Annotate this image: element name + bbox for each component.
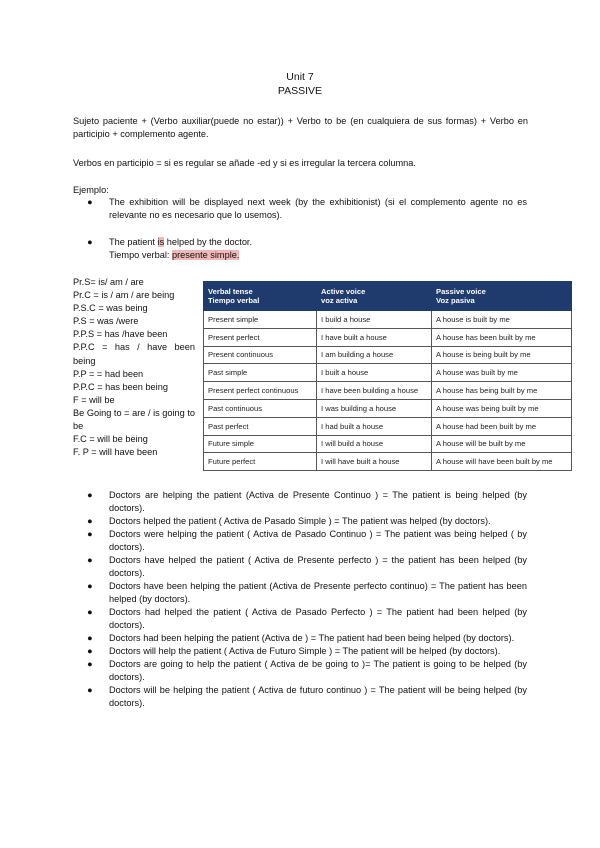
cell-active: I have built a house bbox=[317, 328, 432, 346]
cell-passive: A house is being built by me bbox=[432, 346, 572, 364]
tense-item: P.P.C = has / have been being bbox=[73, 342, 195, 366]
list-item: ● Doctors had been helping the patient (Activa de ) = The patient had been being helped (by doctors). bbox=[87, 633, 515, 643]
cell-tense: Future perfect bbox=[204, 453, 317, 471]
tense-item: F = will be bbox=[73, 394, 115, 405]
header-active-voice: Active voice voz activa bbox=[317, 282, 432, 311]
cell-tense: Present perfect continuous bbox=[204, 382, 317, 400]
page-title: PASSIVE bbox=[277, 85, 323, 97]
cell-active: I built a house bbox=[317, 364, 432, 382]
participle-rule: Verbos en participio = si es regular se añade -ed y si es irregular la tercera columna. bbox=[73, 158, 416, 168]
table-row bbox=[204, 346, 572, 364]
example-bullet-1 bbox=[87, 196, 527, 222]
bullet-icon: ● bbox=[87, 490, 93, 500]
unit-title: Unit 7 bbox=[286, 71, 314, 83]
example-list bbox=[87, 489, 527, 710]
tense-item: Be Going to = are / is going to be bbox=[73, 407, 195, 432]
bullet-icon: ● bbox=[87, 237, 93, 247]
list-item: ● Doctors have been helping the patient (Activa de Presente perfecto continuo) = The patient has been helped (by doctors). bbox=[87, 581, 527, 604]
bullet-icon: ● bbox=[87, 607, 93, 617]
cell-active: I will build a house bbox=[317, 435, 432, 453]
list-item: ● Doctors are going to help the patient ( Activa de be going to )= The patient is going to be helped (by doctors). bbox=[87, 659, 527, 682]
tense-item: P.S.C = was being bbox=[73, 303, 148, 314]
cell-tense: Present continuous bbox=[204, 346, 317, 364]
example-text: The patient is helped by the doctor. Tiempo verbal: presente simple. bbox=[109, 237, 253, 260]
cell-active: I had built a house bbox=[317, 417, 432, 435]
highlighted-tense: presente simple. bbox=[171, 250, 240, 260]
tense-item: Pr.C = is / am / are being bbox=[73, 290, 175, 301]
tense-item: P.P.C = has been being bbox=[73, 381, 168, 392]
table-row bbox=[204, 435, 572, 453]
cell-tense: Present perfect bbox=[204, 328, 317, 346]
cell-passive: A house has being built by me bbox=[432, 382, 572, 400]
tense-item: P.P.S = has /have been bbox=[73, 329, 168, 340]
bullet-icon: ● bbox=[87, 516, 93, 526]
example-text: The exhibition will be displayed next week (by the exhibitionist) (si el complemento agente no es relevante no es necesario que lo usemos). bbox=[109, 197, 527, 220]
bullet-icon: ● bbox=[87, 581, 93, 591]
bullet-icon: ● bbox=[87, 659, 93, 669]
table-row bbox=[204, 364, 572, 382]
cell-passive: A house was built by me bbox=[432, 364, 572, 382]
cell-passive: A house has been built by me bbox=[432, 328, 572, 346]
cell-active: I build a house bbox=[317, 311, 432, 329]
list-item: ● Doctors have helped the patient ( Activa de Presente perfecto ) = the patient has been helped (by doctors). bbox=[87, 555, 527, 578]
cell-active: I will have built a house bbox=[317, 453, 432, 471]
cell-active: I am building a house bbox=[317, 346, 432, 364]
example-label: Ejemplo: bbox=[73, 185, 109, 195]
example-bullet-2 bbox=[87, 236, 527, 262]
tense-item: P.P = = had been bbox=[73, 368, 144, 379]
bullet-icon: ● bbox=[87, 646, 93, 656]
cell-active: I have been building a house bbox=[317, 382, 432, 400]
header-passive-voice: Passive voice Voz pasiva bbox=[432, 282, 572, 311]
tense-item: F. P = will have been bbox=[73, 447, 158, 458]
bullet-icon: ● bbox=[87, 555, 93, 565]
list-item: ● Doctors were helping the patient ( Activa de Pasado Continuo ) = The patient was being helped ( by doctors). bbox=[87, 529, 527, 552]
bullet-icon: ● bbox=[87, 197, 93, 207]
table-row bbox=[204, 417, 572, 435]
tense-item: Pr.S= is/ am / are bbox=[73, 277, 144, 287]
cell-tense: Future simple bbox=[204, 435, 317, 453]
list-item: ● Doctors will help the patient ( Activa de Futuro Simple ) = The patient will be helped (by doctors). bbox=[87, 646, 501, 656]
table-row bbox=[204, 453, 572, 471]
list-item: ● Doctors helped the patient ( Activa de Pasado Simple ) = The patient was helped (by doctors). bbox=[87, 516, 491, 526]
passive-formula: Sujeto paciente + (Verbo auxiliar(puede no estar)) + Verbo to be (en cualquiera de sus formas) + Verbo en participio + complemento agente. bbox=[73, 116, 528, 139]
cell-active: I was building a house bbox=[317, 399, 432, 417]
table-header-row bbox=[204, 282, 572, 311]
tense-abbreviation-list bbox=[73, 276, 195, 459]
table-row bbox=[204, 328, 572, 346]
highlighted-verb: is bbox=[157, 237, 165, 247]
list-item: ● Doctors had helped the patient ( Activa de Pasado Perfecto ) = The patient had been helped (by doctors). bbox=[87, 607, 527, 630]
cell-tense: Present simple bbox=[204, 311, 317, 329]
cell-passive: A house will have been built by me bbox=[432, 453, 572, 471]
cell-tense: Past simple bbox=[204, 364, 317, 382]
cell-passive: A house will be built by me bbox=[432, 435, 572, 453]
list-item: ● Doctors will be helping the patient ( Activa de futuro continuo ) = The patient will be being helped (by doctors). bbox=[87, 685, 527, 708]
table-row bbox=[204, 399, 572, 417]
table-row bbox=[204, 382, 572, 400]
tense-item: P.S = was /were bbox=[73, 316, 139, 327]
bullet-icon: ● bbox=[87, 633, 93, 643]
cell-passive: A house is built by me bbox=[432, 311, 572, 329]
cell-tense: Past continuous bbox=[204, 399, 317, 417]
cell-tense: Past perfect bbox=[204, 417, 317, 435]
cell-passive: A house had been built by me bbox=[432, 417, 572, 435]
list-item: ● Doctors are helping the patient (Activa de Presente Continuo ) = The patient is being helped (by doctors). bbox=[87, 490, 527, 513]
table-row bbox=[204, 311, 572, 329]
passive-voice-table bbox=[203, 281, 572, 471]
header-verbal-tense: Verbal tense Tiempo verbal bbox=[204, 282, 317, 311]
cell-passive: A house was being built by me bbox=[432, 399, 572, 417]
tense-item: F.C = will be being bbox=[73, 434, 148, 445]
bullet-icon: ● bbox=[87, 685, 93, 695]
bullet-icon: ● bbox=[87, 529, 93, 539]
